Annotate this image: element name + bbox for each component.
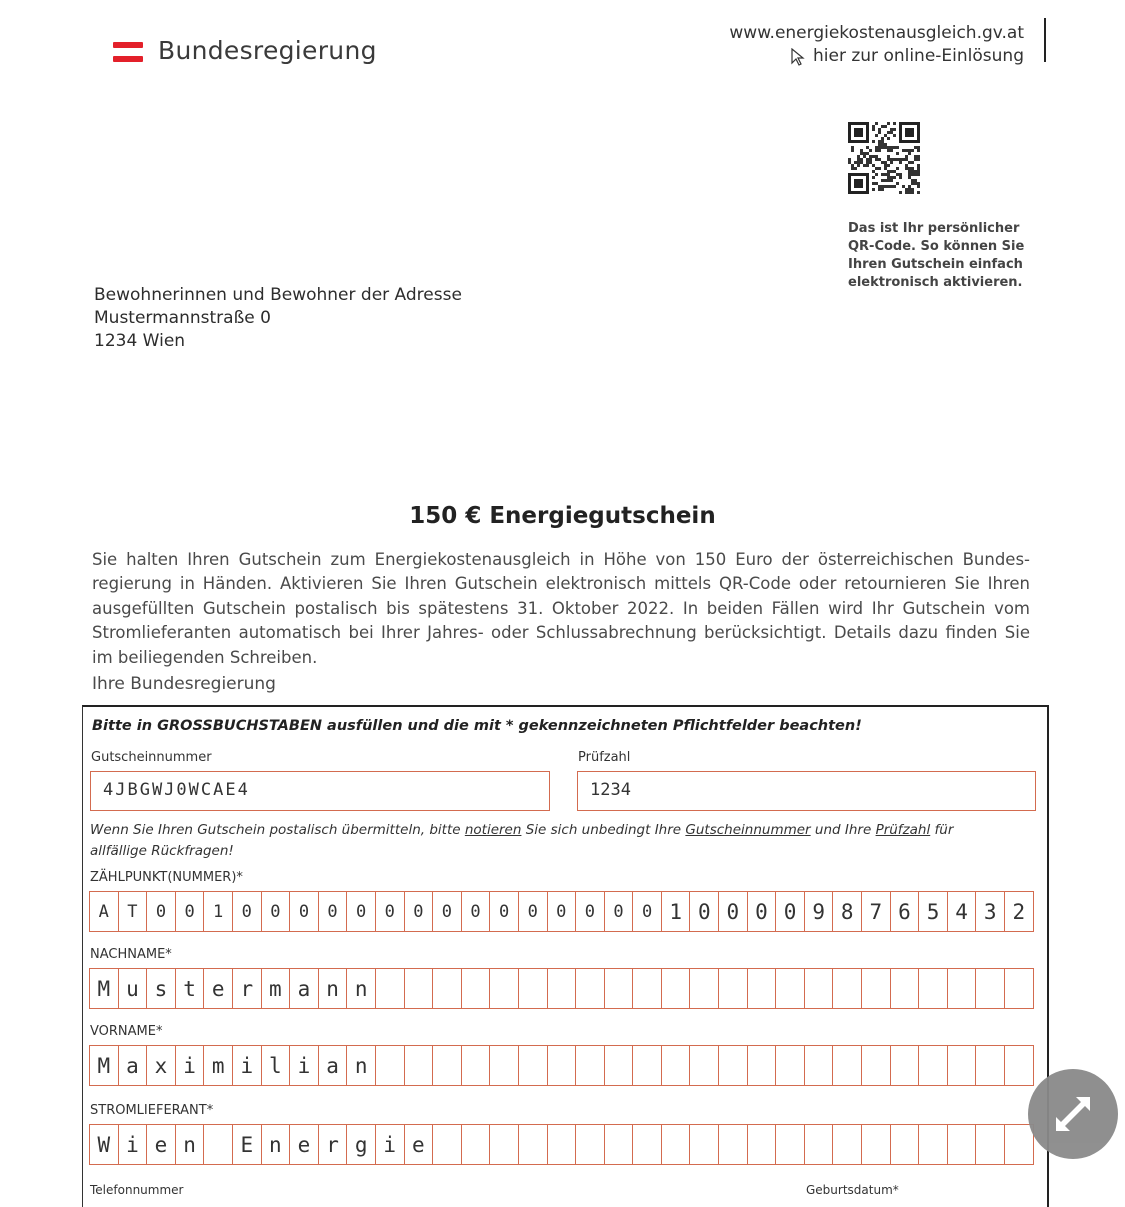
char-cell[interactable] xyxy=(833,1045,862,1086)
char-cell[interactable]: 0 xyxy=(548,891,577,932)
qr-code-note: Das ist Ihr persönlicher QR-Code. So können Sie Ihren Gutschein einfach elektronisch aktivieren. xyxy=(848,221,1025,290)
char-cell[interactable] xyxy=(1005,968,1034,1009)
char-cell[interactable]: T xyxy=(119,891,148,932)
char-cell[interactable]: i xyxy=(290,1045,319,1086)
char-cell[interactable] xyxy=(662,968,691,1009)
supplier-label: STROMLIEFERANT* xyxy=(90,1103,214,1118)
char-cell[interactable]: 0 xyxy=(776,891,805,932)
char-cell[interactable] xyxy=(548,1045,577,1086)
char-cell[interactable]: 0 xyxy=(433,891,462,932)
char-cell[interactable]: e xyxy=(204,968,233,1009)
char-cell[interactable]: n xyxy=(262,1124,291,1165)
char-cell[interactable]: 7 xyxy=(862,891,891,932)
supplier-field[interactable] xyxy=(89,1124,1034,1165)
char-cell[interactable]: 0 xyxy=(462,891,491,932)
char-cell[interactable]: 0 xyxy=(633,891,662,932)
voucher-number-label: Gutscheinnummer xyxy=(91,750,212,765)
char-cell[interactable] xyxy=(948,1045,977,1086)
char-cell[interactable]: 2 xyxy=(1005,891,1034,932)
lastname-field[interactable] xyxy=(89,968,1034,1009)
char-cell[interactable]: e xyxy=(290,1124,319,1165)
char-cell[interactable]: 4 xyxy=(948,891,977,932)
char-cell[interactable]: 0 xyxy=(319,891,348,932)
char-cell[interactable]: 0 xyxy=(519,891,548,932)
qr-code-icon xyxy=(848,122,920,194)
char-cell[interactable] xyxy=(891,968,920,1009)
char-cell[interactable] xyxy=(433,968,462,1009)
postal-note-part: und Ihre xyxy=(810,822,876,838)
char-cell[interactable]: a xyxy=(119,1045,148,1086)
char-cell[interactable] xyxy=(833,968,862,1009)
address-line-1: Bewohnerinnen und Bewohner der Adresse xyxy=(94,285,462,305)
char-cell[interactable]: 0 xyxy=(233,891,262,932)
char-cell[interactable] xyxy=(690,968,719,1009)
char-cell[interactable] xyxy=(490,968,519,1009)
char-cell[interactable]: 3 xyxy=(976,891,1005,932)
char-cell[interactable]: M xyxy=(90,968,119,1009)
char-cell[interactable] xyxy=(405,1045,434,1086)
char-cell[interactable] xyxy=(1005,1045,1034,1086)
brand-name: Bundesregierung xyxy=(158,36,377,65)
postal-note-part: Sie sich unbedingt Ihre xyxy=(521,822,686,838)
char-cell[interactable] xyxy=(633,1045,662,1086)
char-cell[interactable] xyxy=(748,968,777,1009)
char-cell[interactable] xyxy=(776,1045,805,1086)
char-cell[interactable]: r xyxy=(233,968,262,1009)
char-cell[interactable] xyxy=(862,1045,891,1086)
char-cell[interactable]: M xyxy=(90,1045,119,1086)
char-cell[interactable]: s xyxy=(147,968,176,1009)
voucher-intro-text: Sie halten Ihren Gutschein zum Energiekostenausgleich in Höhe von 150 Euro der österreichischen Bundes- regierung in Händen. Aktivieren Sie Ihren Gutschein elektronisch mittels QR-Code oder retournieren Sie Ihren ausgefüllten Gutschein postalisch bis spätestens 31. Oktober 2022. In beiden Fällen wird Ihr Gutschein vom Stromlieferanten automatisch bei Ihrer Jahres- oder Schlussabrechnung berücksichtigt. Details dazu finden Sie im beiliegenden Schreiben. xyxy=(92,550,1030,667)
char-cell[interactable] xyxy=(919,1124,948,1165)
char-cell[interactable]: t xyxy=(176,968,205,1009)
char-cell[interactable] xyxy=(891,1124,920,1165)
char-cell[interactable] xyxy=(690,1124,719,1165)
char-cell[interactable] xyxy=(719,1045,748,1086)
char-cell[interactable] xyxy=(862,968,891,1009)
char-cell[interactable] xyxy=(976,1124,1005,1165)
char-cell[interactable] xyxy=(862,1124,891,1165)
char-cell[interactable] xyxy=(576,1045,605,1086)
address-line-2: Mustermannstraße 0 xyxy=(94,308,271,328)
char-cell[interactable] xyxy=(976,968,1005,1009)
char-cell[interactable] xyxy=(948,968,977,1009)
online-redeem-link[interactable]: hier zur online-Einlösung xyxy=(813,46,1024,66)
char-cell[interactable]: 0 xyxy=(719,891,748,932)
char-cell[interactable]: 6 xyxy=(891,891,920,932)
char-cell[interactable] xyxy=(1005,1124,1034,1165)
char-cell[interactable] xyxy=(633,968,662,1009)
char-cell[interactable]: e xyxy=(405,1124,434,1165)
char-cell[interactable]: 0 xyxy=(490,891,519,932)
char-cell[interactable] xyxy=(976,1045,1005,1086)
website-url[interactable]: www.energiekostenausgleich.gv.at xyxy=(729,23,1024,43)
char-cell[interactable]: 0 xyxy=(147,891,176,932)
form-instructions: Bitte in GROSSBUCHSTABEN ausfüllen und die mit * gekennzeichneten Pflichtfelder beachten! xyxy=(92,718,862,734)
char-cell[interactable]: W xyxy=(90,1124,119,1165)
char-cell[interactable] xyxy=(490,1045,519,1086)
char-cell[interactable] xyxy=(805,968,834,1009)
cursor-pointer-icon xyxy=(791,48,805,66)
char-cell[interactable] xyxy=(204,1124,233,1165)
char-cell[interactable] xyxy=(605,1045,634,1086)
postal-note xyxy=(90,820,990,862)
recipient-address xyxy=(94,284,462,353)
char-cell[interactable]: 0 xyxy=(290,891,319,932)
char-cell[interactable] xyxy=(548,968,577,1009)
char-cell[interactable] xyxy=(719,1124,748,1165)
voucher-number-field[interactable]: 4JBGWJ0WCAE4 xyxy=(90,771,550,811)
char-cell[interactable] xyxy=(662,1045,691,1086)
char-cell[interactable]: a xyxy=(290,968,319,1009)
char-cell[interactable]: m xyxy=(204,1045,233,1086)
char-cell[interactable]: E xyxy=(233,1124,262,1165)
char-cell[interactable]: 0 xyxy=(748,891,777,932)
char-cell[interactable] xyxy=(948,1124,977,1165)
char-cell[interactable]: n xyxy=(319,968,348,1009)
char-cell[interactable]: 8 xyxy=(833,891,862,932)
char-cell[interactable] xyxy=(919,1045,948,1086)
char-cell[interactable]: 5 xyxy=(919,891,948,932)
char-cell[interactable] xyxy=(576,968,605,1009)
char-cell[interactable] xyxy=(462,1124,491,1165)
char-cell[interactable]: 0 xyxy=(262,891,291,932)
char-cell[interactable] xyxy=(405,968,434,1009)
birthdate-label-cut: Geburtsdatum* xyxy=(806,1183,899,1197)
char-cell[interactable] xyxy=(776,1124,805,1165)
austria-flag-logo-icon xyxy=(113,42,143,64)
char-cell[interactable]: 0 xyxy=(690,891,719,932)
postal-note-emphasis: Prüfzahl xyxy=(875,822,931,838)
char-cell[interactable]: i xyxy=(176,1045,205,1086)
phone-label-cut: Telefonnummer xyxy=(90,1183,184,1197)
firstname-label: VORNAME* xyxy=(90,1024,163,1039)
char-cell[interactable]: l xyxy=(262,1045,291,1086)
header-divider xyxy=(1044,18,1046,62)
char-cell[interactable]: n xyxy=(176,1124,205,1165)
char-cell[interactable]: 0 xyxy=(376,891,405,932)
expand-button[interactable] xyxy=(1028,1069,1118,1159)
check-number-field[interactable]: 1234 xyxy=(577,771,1036,811)
char-cell[interactable] xyxy=(805,1124,834,1165)
char-cell[interactable] xyxy=(919,968,948,1009)
check-number-label: Prüfzahl xyxy=(578,750,631,765)
postal-note-emphasis: notieren xyxy=(464,822,522,838)
char-cell[interactable] xyxy=(833,1124,862,1165)
char-cell[interactable]: 0 xyxy=(576,891,605,932)
char-cell[interactable]: i xyxy=(233,1045,262,1086)
voucher-signature: Ihre Bundesregierung xyxy=(92,674,276,694)
char-cell[interactable] xyxy=(605,1124,634,1165)
char-cell[interactable] xyxy=(519,1045,548,1086)
char-cell[interactable] xyxy=(548,1124,577,1165)
char-cell[interactable] xyxy=(805,1045,834,1086)
postal-note-emphasis: Gutscheinnummer xyxy=(685,822,811,838)
char-cell[interactable]: 9 xyxy=(805,891,834,932)
char-cell[interactable]: A xyxy=(90,891,119,932)
char-cell[interactable]: n xyxy=(347,1045,376,1086)
char-cell[interactable]: r xyxy=(319,1124,348,1165)
website-block xyxy=(690,22,1024,68)
expand-arrows-icon xyxy=(1050,1091,1096,1137)
char-cell[interactable] xyxy=(462,1045,491,1086)
char-cell[interactable] xyxy=(462,968,491,1009)
meter-number-field[interactable] xyxy=(89,891,1034,932)
char-cell[interactable] xyxy=(433,1124,462,1165)
char-cell[interactable] xyxy=(376,1045,405,1086)
char-cell[interactable]: a xyxy=(319,1045,348,1086)
char-cell[interactable] xyxy=(519,968,548,1009)
firstname-field[interactable] xyxy=(89,1045,1034,1086)
char-cell[interactable]: x xyxy=(147,1045,176,1086)
char-cell[interactable]: 1 xyxy=(204,891,233,932)
char-cell[interactable] xyxy=(519,1124,548,1165)
char-cell[interactable] xyxy=(690,1045,719,1086)
char-cell[interactable]: n xyxy=(347,968,376,1009)
char-cell[interactable] xyxy=(376,968,405,1009)
postal-note-part: für allfällige Rückfragen! xyxy=(90,822,954,859)
char-cell[interactable]: 0 xyxy=(405,891,434,932)
char-cell[interactable] xyxy=(605,968,634,1009)
char-cell[interactable] xyxy=(633,1124,662,1165)
voucher-title: 150 € Energiegutschein xyxy=(409,503,716,529)
postal-note-part: Wenn Sie Ihren Gutschein postalisch übermitteln, bitte xyxy=(90,822,465,838)
char-cell[interactable]: g xyxy=(347,1124,376,1165)
char-cell[interactable] xyxy=(748,1124,777,1165)
char-cell[interactable]: i xyxy=(119,1124,148,1165)
char-cell[interactable] xyxy=(490,1124,519,1165)
char-cell[interactable]: 0 xyxy=(605,891,634,932)
char-cell[interactable]: m xyxy=(262,968,291,1009)
char-cell[interactable]: e xyxy=(147,1124,176,1165)
char-cell[interactable]: 0 xyxy=(176,891,205,932)
char-cell[interactable]: u xyxy=(119,968,148,1009)
char-cell[interactable] xyxy=(776,968,805,1009)
char-cell[interactable]: i xyxy=(376,1124,405,1165)
char-cell[interactable] xyxy=(433,1045,462,1086)
lastname-label: NACHNAME* xyxy=(90,947,172,962)
char-cell[interactable] xyxy=(662,1124,691,1165)
char-cell[interactable]: 0 xyxy=(347,891,376,932)
char-cell[interactable] xyxy=(891,1045,920,1086)
address-line-3: 1234 Wien xyxy=(94,331,186,351)
char-cell[interactable] xyxy=(576,1124,605,1165)
char-cell[interactable] xyxy=(719,968,748,1009)
meter-number-label: ZÄHLPUNKT(NUMMER)* xyxy=(90,870,243,885)
char-cell[interactable] xyxy=(748,1045,777,1086)
char-cell[interactable]: 1 xyxy=(662,891,691,932)
